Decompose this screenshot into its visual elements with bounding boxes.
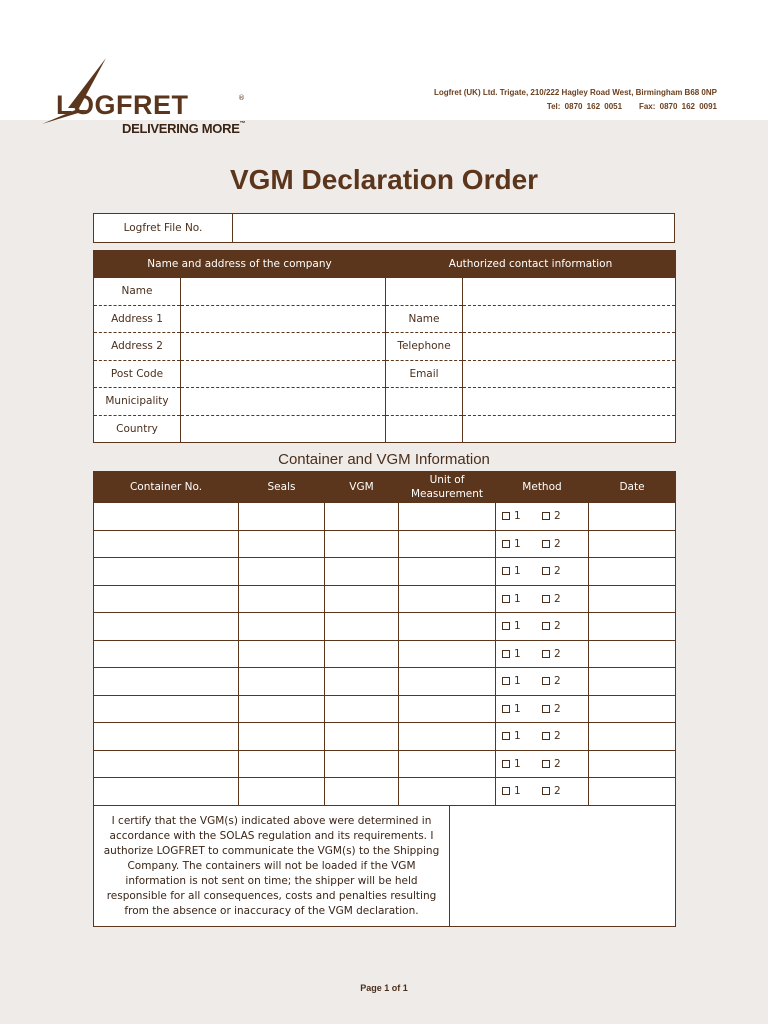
contact-line: Tel: 0870 162 0051 Fax: 0870 162 0091: [546, 102, 717, 111]
company-label: Address 2: [94, 333, 181, 361]
address-line: Logfret (UK) Ltd. Trigate, 210/222 Hagley Road West, Birmingham B68 0NP: [433, 88, 717, 97]
column-header: Method: [496, 472, 589, 503]
method-cell: [496, 750, 589, 778]
method-option-label: 1: [514, 757, 521, 770]
company-address: [434, 86, 717, 114]
method-cell: [496, 613, 589, 641]
method-option[interactable]: [542, 620, 582, 632]
checkbox-icon[interactable]: [542, 512, 550, 520]
method-option-label: 2: [554, 592, 561, 605]
contact-label: [386, 388, 463, 416]
table-row: [94, 503, 676, 531]
logo-tagline-text: DELIVERING MORE: [122, 121, 240, 136]
table-row: [94, 723, 676, 751]
method-option[interactable]: [542, 565, 582, 577]
column-header: Seals: [239, 472, 325, 503]
method-option[interactable]: [542, 758, 582, 770]
seals-field[interactable]: [239, 723, 325, 751]
method-option-label: 2: [554, 537, 561, 550]
seals-field[interactable]: [239, 640, 325, 668]
unit-field[interactable]: [399, 695, 496, 723]
unit-field[interactable]: [399, 530, 496, 558]
unit-field[interactable]: [399, 558, 496, 586]
method-option-label: 1: [514, 730, 521, 743]
checkbox-icon[interactable]: [502, 622, 510, 630]
method-option[interactable]: [502, 703, 542, 715]
checkbox-icon[interactable]: [502, 595, 510, 603]
checkbox-icon[interactable]: [542, 650, 550, 658]
file-number-table: [93, 213, 675, 243]
checkbox-icon[interactable]: [502, 760, 510, 768]
checkbox-icon[interactable]: [542, 705, 550, 713]
date-field[interactable]: [589, 723, 676, 751]
vgm-field[interactable]: [325, 613, 399, 641]
checkbox-icon[interactable]: [542, 732, 550, 740]
container-no-field[interactable]: [94, 668, 239, 696]
company-field[interactable]: [181, 415, 386, 443]
container-no-field[interactable]: [94, 530, 239, 558]
seals-field[interactable]: [239, 558, 325, 586]
method-option-label: 2: [554, 510, 561, 523]
checkbox-icon[interactable]: [502, 787, 510, 795]
contact-label: Telephone: [386, 333, 463, 361]
table-row: [94, 613, 676, 641]
seals-field[interactable]: [239, 668, 325, 696]
logfret-logo: [40, 58, 255, 138]
contact-field[interactable]: [463, 388, 676, 416]
company-field[interactable]: [181, 388, 386, 416]
method-option-label: 1: [514, 702, 521, 715]
seals-field[interactable]: [239, 613, 325, 641]
container-no-field[interactable]: [94, 640, 239, 668]
column-header: VGM: [325, 472, 399, 503]
unit-field[interactable]: [399, 778, 496, 806]
unit-field[interactable]: [399, 640, 496, 668]
checkbox-icon[interactable]: [502, 705, 510, 713]
table-row: [94, 695, 676, 723]
method-option-label: 2: [554, 730, 561, 743]
contact-field[interactable]: [463, 333, 676, 361]
method-option[interactable]: [542, 730, 582, 742]
contact-label: Name: [386, 305, 463, 333]
method-cell: [496, 640, 589, 668]
table-row: [94, 585, 676, 613]
date-field[interactable]: [589, 750, 676, 778]
seals-field[interactable]: [239, 503, 325, 531]
method-option[interactable]: [542, 675, 582, 687]
method-option-label: 1: [514, 537, 521, 550]
method-option[interactable]: [542, 785, 582, 797]
checkbox-icon[interactable]: [502, 650, 510, 658]
container-no-field[interactable]: [94, 723, 239, 751]
unit-field[interactable]: [399, 503, 496, 531]
method-option-label: 2: [554, 785, 561, 798]
method-option-label: 2: [554, 702, 561, 715]
method-option[interactable]: [502, 758, 542, 770]
method-option[interactable]: [502, 538, 542, 550]
table-row: [94, 668, 676, 696]
file-number-field[interactable]: [233, 214, 675, 243]
checkbox-icon[interactable]: [542, 677, 550, 685]
date-field[interactable]: [589, 613, 676, 641]
method-option[interactable]: [502, 785, 542, 797]
container-table: [93, 471, 676, 806]
container-no-field[interactable]: [94, 750, 239, 778]
company-field[interactable]: [181, 278, 386, 306]
method-cell: [496, 723, 589, 751]
company-label: Post Code: [94, 360, 181, 388]
checkbox-icon[interactable]: [502, 512, 510, 520]
contact-label: [386, 278, 463, 306]
container-no-field[interactable]: [94, 778, 239, 806]
table-row: [94, 778, 676, 806]
company-field[interactable]: [181, 333, 386, 361]
method-option-label: 2: [554, 565, 561, 578]
seals-field[interactable]: [239, 695, 325, 723]
method-cell: [496, 585, 589, 613]
method-cell: [496, 558, 589, 586]
method-option-label: 2: [554, 757, 561, 770]
unit-field[interactable]: [399, 750, 496, 778]
method-option-label: 1: [514, 620, 521, 633]
date-field[interactable]: [589, 558, 676, 586]
vgm-field[interactable]: [325, 640, 399, 668]
logo-tagline: [122, 121, 245, 136]
contact-field[interactable]: [463, 305, 676, 333]
column-header: Date: [589, 472, 676, 503]
column-header: Unit of Measurement: [399, 472, 496, 503]
method-option[interactable]: [542, 593, 582, 605]
container-section-title: Container and VGM Information: [278, 451, 490, 468]
company-field[interactable]: [181, 305, 386, 333]
vgm-field[interactable]: [325, 778, 399, 806]
unit-field[interactable]: [399, 723, 496, 751]
method-option-label: 1: [514, 785, 521, 798]
contact-field[interactable]: [463, 278, 676, 306]
seals-field[interactable]: [239, 778, 325, 806]
container-no-field[interactable]: [94, 503, 239, 531]
certification-table: [93, 805, 676, 927]
company-table: [93, 250, 676, 443]
checkbox-icon[interactable]: [542, 787, 550, 795]
company-label: Municipality: [94, 388, 181, 416]
vgm-field[interactable]: [325, 530, 399, 558]
method-cell: [496, 503, 589, 531]
contact-label: Email: [386, 360, 463, 388]
method-option[interactable]: [542, 510, 582, 522]
method-option-label: 1: [514, 675, 521, 688]
container-no-field[interactable]: [94, 613, 239, 641]
vgm-field[interactable]: [325, 695, 399, 723]
unit-field[interactable]: [399, 613, 496, 641]
container-rows: [94, 503, 676, 806]
page-title: VGM Declaration Order: [229, 164, 539, 195]
checkbox-icon[interactable]: [542, 595, 550, 603]
seals-field[interactable]: [239, 530, 325, 558]
contact-field[interactable]: [463, 360, 676, 388]
vgm-field[interactable]: [325, 723, 399, 751]
date-field[interactable]: [589, 503, 676, 531]
file-number-label: Logfret File No.: [94, 214, 233, 243]
method-cell: [496, 530, 589, 558]
logo-trademark: ™: [239, 121, 246, 127]
method-option[interactable]: [502, 648, 542, 660]
method-option[interactable]: [502, 510, 542, 522]
table-row: [94, 530, 676, 558]
date-field[interactable]: [589, 695, 676, 723]
method-option[interactable]: [542, 703, 582, 715]
method-option[interactable]: [502, 565, 542, 577]
date-field[interactable]: [589, 778, 676, 806]
date-field[interactable]: [589, 668, 676, 696]
method-cell: [496, 778, 589, 806]
method-option-label: 1: [514, 565, 521, 578]
checkbox-icon[interactable]: [502, 567, 510, 575]
company-field[interactable]: [181, 360, 386, 388]
date-field[interactable]: [589, 585, 676, 613]
table-row: [94, 558, 676, 586]
method-option-label: 1: [514, 647, 521, 660]
logo-wordmark: LOGFRET: [56, 90, 189, 120]
vgm-field[interactable]: [325, 750, 399, 778]
logo-registered-mark: ®: [238, 94, 245, 102]
method-option-label: 2: [554, 620, 561, 633]
date-field[interactable]: [589, 640, 676, 668]
company-label: Name: [94, 278, 181, 306]
signature-field[interactable]: [450, 806, 676, 927]
method-option[interactable]: [542, 538, 582, 550]
method-option[interactable]: [502, 593, 542, 605]
method-option-label: 2: [554, 647, 561, 660]
seals-field[interactable]: [239, 585, 325, 613]
contact-header: Authorized contact information: [386, 251, 676, 278]
vgm-field[interactable]: [325, 668, 399, 696]
checkbox-icon[interactable]: [542, 760, 550, 768]
checkbox-icon[interactable]: [502, 677, 510, 685]
container-no-field[interactable]: [94, 558, 239, 586]
checkbox-icon[interactable]: [502, 732, 510, 740]
certification-text: I certify that the VGM(s) indicated above were determined in accordance with the SOLAS regulation and its requirements. I authorize LOGFRET to communicate the VGM(s) to the Shipping Company. The containers will not be loaded if the VGM information is not sent on time; the shipper will be held responsible for all consequences, costs and penalties resulting from the absence or inaccuracy of the VGM declaration.: [103, 814, 440, 917]
container-no-field[interactable]: [94, 585, 239, 613]
company-label: Country: [94, 415, 181, 443]
certification-cell: [94, 806, 450, 927]
vgm-field[interactable]: [325, 585, 399, 613]
page-number: Page 1 of 1: [360, 983, 408, 993]
method-option[interactable]: [502, 675, 542, 687]
unit-field[interactable]: [399, 668, 496, 696]
checkbox-icon[interactable]: [542, 540, 550, 548]
seals-field[interactable]: [239, 750, 325, 778]
column-header: Container No.: [94, 472, 239, 503]
contact-field[interactable]: [463, 415, 676, 443]
method-option[interactable]: [502, 730, 542, 742]
contact-label: [386, 415, 463, 443]
checkbox-icon[interactable]: [542, 622, 550, 630]
date-field[interactable]: [589, 530, 676, 558]
company-header: Name and address of the company: [94, 251, 386, 278]
table-row: [94, 640, 676, 668]
method-cell: [496, 668, 589, 696]
company-label: Address 1: [94, 305, 181, 333]
method-cell: [496, 695, 589, 723]
unit-field[interactable]: [399, 585, 496, 613]
method-option-label: 2: [554, 675, 561, 688]
method-option-label: 1: [514, 510, 521, 523]
method-option[interactable]: [542, 648, 582, 660]
table-row: [94, 750, 676, 778]
container-no-field[interactable]: [94, 695, 239, 723]
vgm-field[interactable]: [325, 558, 399, 586]
checkbox-icon[interactable]: [502, 540, 510, 548]
method-option-label: 1: [514, 592, 521, 605]
vgm-field[interactable]: [325, 503, 399, 531]
checkbox-icon[interactable]: [542, 567, 550, 575]
method-option[interactable]: [502, 620, 542, 632]
